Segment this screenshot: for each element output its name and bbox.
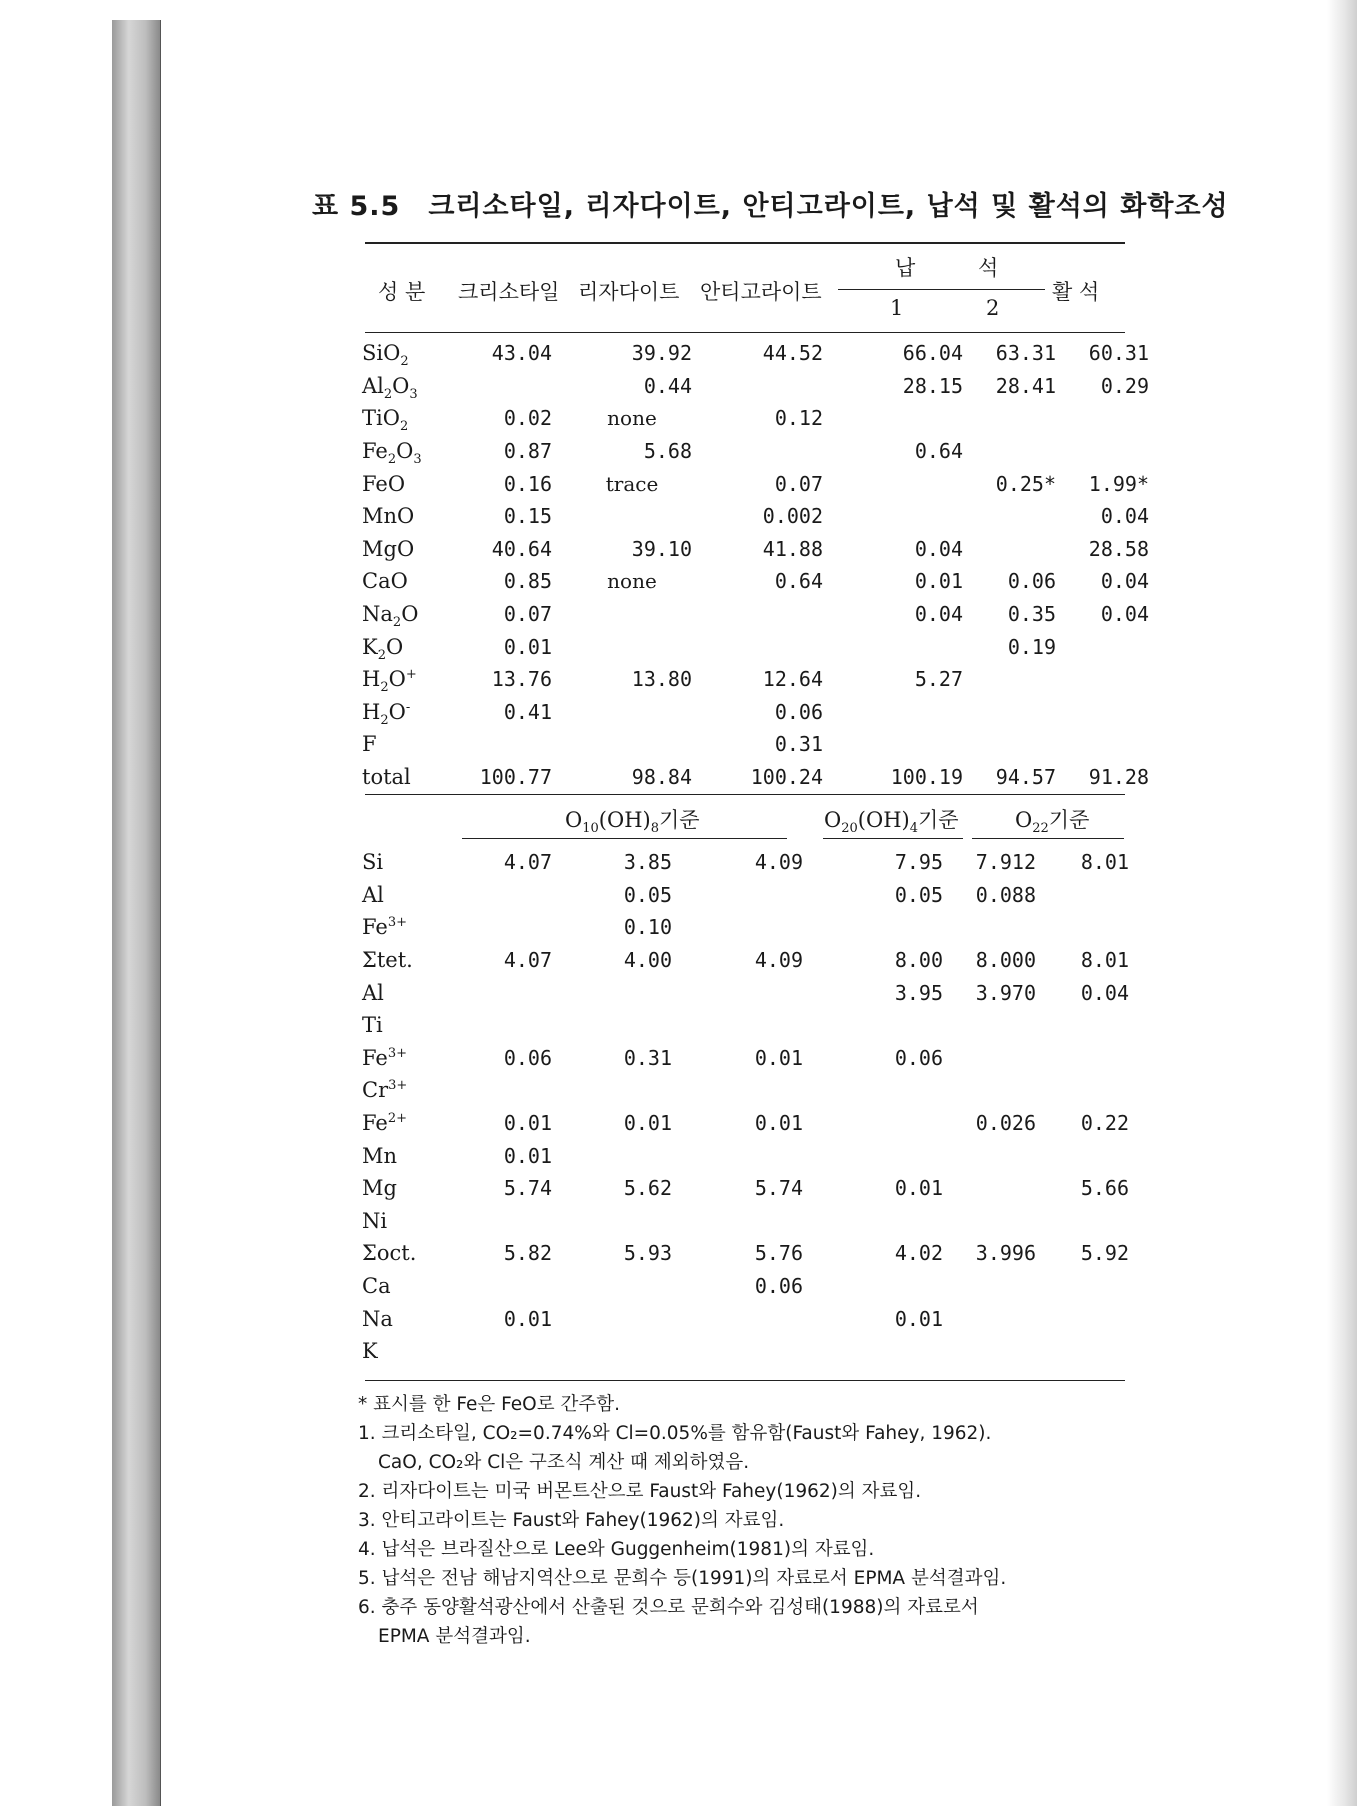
cation-label: Ca (362, 1274, 391, 1299)
oxide-value: 13.76 (491, 667, 552, 692)
cation-value: 0.01 (754, 1045, 803, 1070)
oxide-value: 60.31 (1088, 341, 1149, 366)
oxide-value: 0.64 (914, 439, 963, 464)
oxide-value: 0.06 (774, 699, 823, 724)
oxide-value: 0.04 (1100, 569, 1149, 594)
cation-value: 0.06 (894, 1045, 943, 1070)
oxide-label: MgO (362, 536, 415, 561)
oxide-value (552, 728, 692, 761)
cation-value (552, 1009, 672, 1042)
header-pyro-2: 2 (986, 296, 1000, 320)
oxide-value (963, 533, 1056, 566)
oxide-value: 0.01 (503, 634, 552, 659)
oxide-row (362, 728, 1149, 761)
cation-value: 5.76 (754, 1241, 803, 1266)
cation-value: 8.00 (894, 948, 943, 973)
cation-value (803, 1074, 943, 1107)
oxide-value: 39.92 (631, 341, 692, 366)
cation-value (943, 1270, 1036, 1303)
basis-serpentine: $O_{10}(OH)_8$기준 (565, 808, 700, 837)
oxide-value (692, 598, 823, 631)
cation-value: 5.92 (1080, 1241, 1129, 1266)
oxide-value (1056, 402, 1149, 435)
oxide-row (362, 337, 1149, 370)
oxide-label: $H_2O^+$ (362, 667, 417, 696)
oxide-value (823, 467, 963, 500)
oxide-row (362, 565, 1149, 598)
cation-value (803, 1335, 943, 1368)
oxide-row (362, 663, 1149, 696)
cation-value (672, 1302, 803, 1335)
oxide-value: 0.19 (1007, 634, 1056, 659)
cation-value: 5.93 (623, 1241, 672, 1266)
oxide-label: $K_2O$ (362, 634, 404, 663)
oxide-bottom-rule (365, 794, 1125, 795)
cation-value (458, 1270, 552, 1303)
cation-value: 5.74 (503, 1176, 552, 1201)
oxide-value: 98.84 (631, 765, 692, 790)
oxide-label: $H_2O^-$ (362, 699, 411, 729)
oxide-value: 1.99* (1088, 471, 1149, 496)
oxide-value: 0.07 (503, 602, 552, 627)
cation-value (552, 1205, 672, 1238)
header-lizardite: 리자다이트 (578, 280, 680, 304)
oxide-value: 0.06 (1007, 569, 1056, 594)
oxide-value (963, 728, 1056, 761)
oxide-value: 0.35 (1007, 602, 1056, 627)
oxide-value (823, 500, 963, 533)
cation-label: Al (362, 980, 384, 1005)
oxide-value (552, 500, 692, 533)
oxide-value: 0.04 (1100, 602, 1149, 627)
cation-row (362, 879, 1129, 912)
oxide-row (362, 630, 1149, 663)
oxide-value: none (607, 569, 657, 594)
header-chrysotile: 크리소타일 (458, 280, 560, 304)
cation-value: 8.01 (1080, 948, 1129, 973)
cation-value (672, 1009, 803, 1042)
oxide-label: $Fe_2O_3$ (362, 439, 422, 468)
oxide-value: 44.52 (762, 341, 823, 366)
cation-value (803, 1139, 943, 1172)
cation-label: $Fe^{3+}$ (362, 1045, 408, 1070)
cation-value (1036, 879, 1129, 912)
oxide-value: 66.04 (902, 341, 963, 366)
cation-value: 0.01 (894, 1176, 943, 1201)
cation-value (672, 879, 803, 912)
cation-value: 8.01 (1080, 850, 1129, 875)
cation-value: 5.82 (503, 1241, 552, 1266)
cation-value (672, 1074, 803, 1107)
basis-talc: $O_{22}$기준 (1015, 808, 1090, 837)
cation-value (943, 911, 1036, 944)
cation-row (362, 1172, 1129, 1205)
cation-value (458, 1335, 552, 1368)
cation-row (362, 976, 1129, 1009)
oxide-value (963, 500, 1056, 533)
oxide-label: MnO (362, 504, 415, 529)
cation-label: K (362, 1339, 378, 1364)
cation-value (552, 1335, 672, 1368)
oxide-value: 39.10 (631, 536, 692, 561)
cation-value: 0.01 (623, 1111, 672, 1136)
cation-value: 3.95 (894, 980, 943, 1005)
cation-value: 4.09 (754, 850, 803, 875)
cation-value: 0.22 (1080, 1111, 1129, 1136)
cation-value (1036, 1074, 1129, 1107)
oxide-row (362, 370, 1149, 403)
cation-value: 5.62 (623, 1176, 672, 1201)
cation-label: Ti (362, 1013, 383, 1038)
note-6: 6. 충주 동양활석광산에서 산출된 것으로 문희수와 김성태(1988)의 자료로서 (358, 1597, 979, 1618)
cation-row (362, 1237, 1129, 1270)
table-title-text: 크리소타일, 리자다이트, 안티고라이트, 납석 및 활석의 화학조성 (428, 191, 1229, 222)
oxide-value: none (607, 406, 657, 431)
oxide-value: 0.29 (1100, 373, 1149, 398)
note-4: 4. 납석은 브라질산으로 Lee와 Guggenheim(1981)의 자료임. (358, 1539, 875, 1560)
cation-value: 0.01 (503, 1143, 552, 1168)
cation-value (943, 1074, 1036, 1107)
cation-value (943, 1139, 1036, 1172)
oxide-value: 91.28 (1088, 765, 1149, 790)
oxide-value: 0.04 (914, 536, 963, 561)
oxide-value: 100.77 (479, 765, 552, 790)
basis-serpentine-rule (462, 838, 787, 839)
oxide-label: TiO$_2$ (362, 406, 409, 435)
cation-value: 0.06 (754, 1274, 803, 1299)
cation-value (803, 1205, 943, 1238)
cation-value (1036, 1139, 1129, 1172)
oxide-row (362, 696, 1149, 729)
oxide-value: 0.04 (914, 602, 963, 627)
header-antigorite: 안티고라이트 (700, 280, 822, 304)
note-3: 3. 안티고라이트는 Faust와 Fahey(1962)의 자료임. (358, 1510, 785, 1531)
oxide-value (823, 696, 963, 729)
cation-value: 0.01 (754, 1111, 803, 1136)
oxide-value: 100.19 (890, 765, 963, 790)
oxide-value (963, 435, 1056, 468)
oxide-value: 0.64 (774, 569, 823, 594)
cation-label: Mn (362, 1143, 398, 1168)
cation-value (672, 911, 803, 944)
cation-row (362, 846, 1129, 879)
oxide-value (823, 402, 963, 435)
oxide-label: $Al_2O_3$ (362, 373, 418, 403)
cation-value (552, 1270, 672, 1303)
header-pyro-1: 1 (890, 296, 904, 320)
cation-label: Al (362, 882, 384, 907)
cation-value: 7.912 (975, 850, 1036, 875)
cation-value (458, 976, 552, 1009)
cation-value (672, 1335, 803, 1368)
cation-value: 0.01 (894, 1306, 943, 1331)
cation-value (803, 1107, 943, 1140)
header-component: 성 분 (378, 280, 426, 304)
cation-value (943, 1172, 1036, 1205)
note-6-cont: EPMA 분석결과임. (378, 1626, 531, 1647)
pyrophyllite-span-rule (838, 289, 1045, 290)
oxide-label: total (362, 765, 411, 790)
oxide-label: CaO (362, 569, 408, 594)
cation-label: Ni (362, 1208, 388, 1233)
cation-value: 3.996 (975, 1241, 1036, 1266)
table-top-rule (365, 242, 1125, 244)
oxide-value: trace (605, 471, 659, 496)
oxide-value: 43.04 (491, 341, 552, 366)
oxide-value (692, 435, 823, 468)
cation-row (362, 1302, 1129, 1335)
oxide-value: 0.01 (914, 569, 963, 594)
cation-value (943, 1302, 1036, 1335)
cation-row (362, 911, 1129, 944)
cation-label: Na (362, 1306, 393, 1331)
cation-value (672, 1205, 803, 1238)
cation-row (362, 1074, 1129, 1107)
cation-row (362, 1205, 1129, 1238)
oxide-value: 0.16 (503, 471, 552, 496)
basis-pyrophyllite: $O_{20}(OH)_4$기준 (824, 808, 959, 837)
cation-value (803, 1270, 943, 1303)
cation-value (803, 1009, 943, 1042)
oxide-value (692, 630, 823, 663)
oxide-value (963, 696, 1056, 729)
cation-value (943, 1042, 1036, 1075)
cation-label: Σoct. (362, 1241, 417, 1266)
cation-value: 0.088 (975, 882, 1036, 907)
oxide-value (823, 630, 963, 663)
cation-value (1036, 1042, 1129, 1075)
cation-value: 0.31 (623, 1045, 672, 1070)
oxide-label: FeO (362, 471, 406, 496)
cation-row (362, 1139, 1129, 1172)
oxide-value: 5.27 (914, 667, 963, 692)
cation-value: 4.00 (623, 948, 672, 973)
oxide-value (552, 630, 692, 663)
cation-value (552, 1139, 672, 1172)
oxide-value: 41.88 (762, 536, 823, 561)
cation-value (1036, 1009, 1129, 1042)
oxide-value: 40.64 (491, 536, 552, 561)
oxide-value: 5.68 (643, 439, 692, 464)
cation-value (1036, 1335, 1129, 1368)
oxide-value (1056, 630, 1149, 663)
cation-label: Σtet. (362, 948, 413, 973)
cation-value (1036, 1205, 1129, 1238)
oxide-value: 12.64 (762, 667, 823, 692)
cation-value (1036, 911, 1129, 944)
oxide-value: 0.87 (503, 439, 552, 464)
header-bottom-rule (365, 332, 1125, 333)
cation-value: 0.01 (503, 1306, 552, 1331)
oxide-value: 63.31 (995, 341, 1056, 366)
oxide-value: 0.15 (503, 504, 552, 529)
oxide-label: SiO$_2$ (362, 341, 409, 370)
note-star: * 표시를 한 Fe은 FeO로 간주함. (358, 1394, 620, 1415)
cation-label: $Fe^{3+}$ (362, 915, 408, 940)
oxide-value: 94.57 (995, 765, 1056, 790)
oxide-value: 0.41 (503, 699, 552, 724)
cation-row (362, 1107, 1129, 1140)
cation-value: 0.01 (503, 1111, 552, 1136)
cation-value (552, 1074, 672, 1107)
table-number: 표 5.5 (312, 191, 401, 222)
cation-value: 5.66 (1080, 1176, 1129, 1201)
oxide-value (1056, 728, 1149, 761)
oxide-value: 0.85 (503, 569, 552, 594)
oxide-value (552, 598, 692, 631)
cation-value (458, 1205, 552, 1238)
cation-label: Si (362, 850, 384, 875)
cation-value (1036, 1270, 1129, 1303)
cation-value: 4.07 (503, 948, 552, 973)
table-bottom-rule (365, 1380, 1125, 1381)
cation-value: 7.95 (894, 850, 943, 875)
oxide-value: 28.15 (902, 373, 963, 398)
oxide-row (362, 761, 1149, 794)
cation-value (458, 1009, 552, 1042)
cation-value: 0.10 (623, 915, 672, 940)
cation-value: 4.07 (503, 850, 552, 875)
oxide-label: F (362, 732, 377, 757)
cation-value: 4.02 (894, 1241, 943, 1266)
cation-value: 3.970 (975, 980, 1036, 1005)
oxide-value: 0.44 (643, 373, 692, 398)
oxide-value: 0.04 (1100, 504, 1149, 529)
cation-value (672, 1139, 803, 1172)
cation-value (458, 911, 552, 944)
oxide-value: 0.002 (762, 504, 823, 529)
cation-value: 0.06 (503, 1045, 552, 1070)
cation-value: 3.85 (623, 850, 672, 875)
oxide-value: 13.80 (631, 667, 692, 692)
oxide-value (458, 370, 552, 403)
oxide-value: 0.07 (774, 471, 823, 496)
cation-value (458, 1074, 552, 1107)
oxide-value (552, 696, 692, 729)
cation-value: 0.04 (1080, 980, 1129, 1005)
cation-value (672, 976, 803, 1009)
cation-value (943, 1335, 1036, 1368)
oxide-row (362, 467, 1149, 500)
oxide-row (362, 435, 1149, 468)
oxide-value: 0.31 (774, 732, 823, 757)
oxide-value: 28.41 (995, 373, 1056, 398)
cation-value: 0.05 (894, 882, 943, 907)
note-1: 1. 크리소타일, CO₂=0.74%와 Cl=0.05%를 함유함(Faust와 Fahey, 1962). (358, 1423, 992, 1444)
oxide-row (362, 500, 1149, 533)
cation-value (552, 1302, 672, 1335)
page-edge-shadow (1327, 0, 1357, 1806)
oxide-row (362, 598, 1149, 631)
cation-label: $Fe^{2+}$ (362, 1111, 408, 1136)
oxide-label: $Na_2O$ (362, 602, 419, 631)
oxide-value (963, 663, 1056, 696)
cation-value (1036, 1302, 1129, 1335)
oxide-row (362, 402, 1149, 435)
oxide-value (1056, 696, 1149, 729)
cation-value: 5.74 (754, 1176, 803, 1201)
oxide-value (963, 402, 1056, 435)
oxide-value (458, 728, 552, 761)
cation-table (362, 846, 1129, 1368)
oxide-value: 100.24 (750, 765, 823, 790)
cation-row (362, 1042, 1129, 1075)
cation-row (362, 944, 1129, 977)
cation-value: 0.05 (623, 882, 672, 907)
table-title (312, 184, 1229, 223)
header-talc: 활 석 (1052, 280, 1100, 304)
oxide-value (1056, 663, 1149, 696)
cation-value (803, 911, 943, 944)
table-notes (358, 1390, 1128, 1651)
oxide-row (362, 533, 1149, 566)
oxide-value (823, 728, 963, 761)
basis-pyrophyllite-rule (823, 838, 963, 839)
oxide-value: 28.58 (1088, 536, 1149, 561)
note-1-cont: CaO, CO₂와 Cl은 구조식 계산 때 제외하였음. (378, 1452, 750, 1473)
oxide-value: 0.02 (503, 406, 552, 431)
cation-label: Mg (362, 1176, 397, 1201)
note-5: 5. 납석은 전남 해남지역산으로 문희수 등(1991)의 자료로서 EPMA 분석결과임. (358, 1568, 1007, 1589)
basis-talc-rule (972, 838, 1124, 839)
oxide-value: 0.25* (995, 471, 1056, 496)
cation-value (458, 879, 552, 912)
cation-value (552, 976, 672, 1009)
cation-row (362, 1335, 1129, 1368)
header-pyrophyllite: 납 석 (895, 256, 1027, 280)
cation-value (943, 1009, 1036, 1042)
cation-value: 8.000 (975, 948, 1036, 973)
cation-value: 4.09 (754, 948, 803, 973)
oxide-table (362, 337, 1149, 793)
oxide-value: 0.12 (774, 406, 823, 431)
oxide-value (1056, 435, 1149, 468)
cation-value: 0.026 (975, 1111, 1036, 1136)
note-2: 2. 리자다이트는 미국 버몬트산으로 Faust와 Fahey(1962)의 자료임. (358, 1481, 922, 1502)
oxide-value (692, 370, 823, 403)
cation-row (362, 1009, 1129, 1042)
book-spine-edge (112, 20, 161, 1806)
cation-label: $Cr^{3+}$ (362, 1078, 408, 1103)
cation-row (362, 1270, 1129, 1303)
cation-value (943, 1205, 1036, 1238)
